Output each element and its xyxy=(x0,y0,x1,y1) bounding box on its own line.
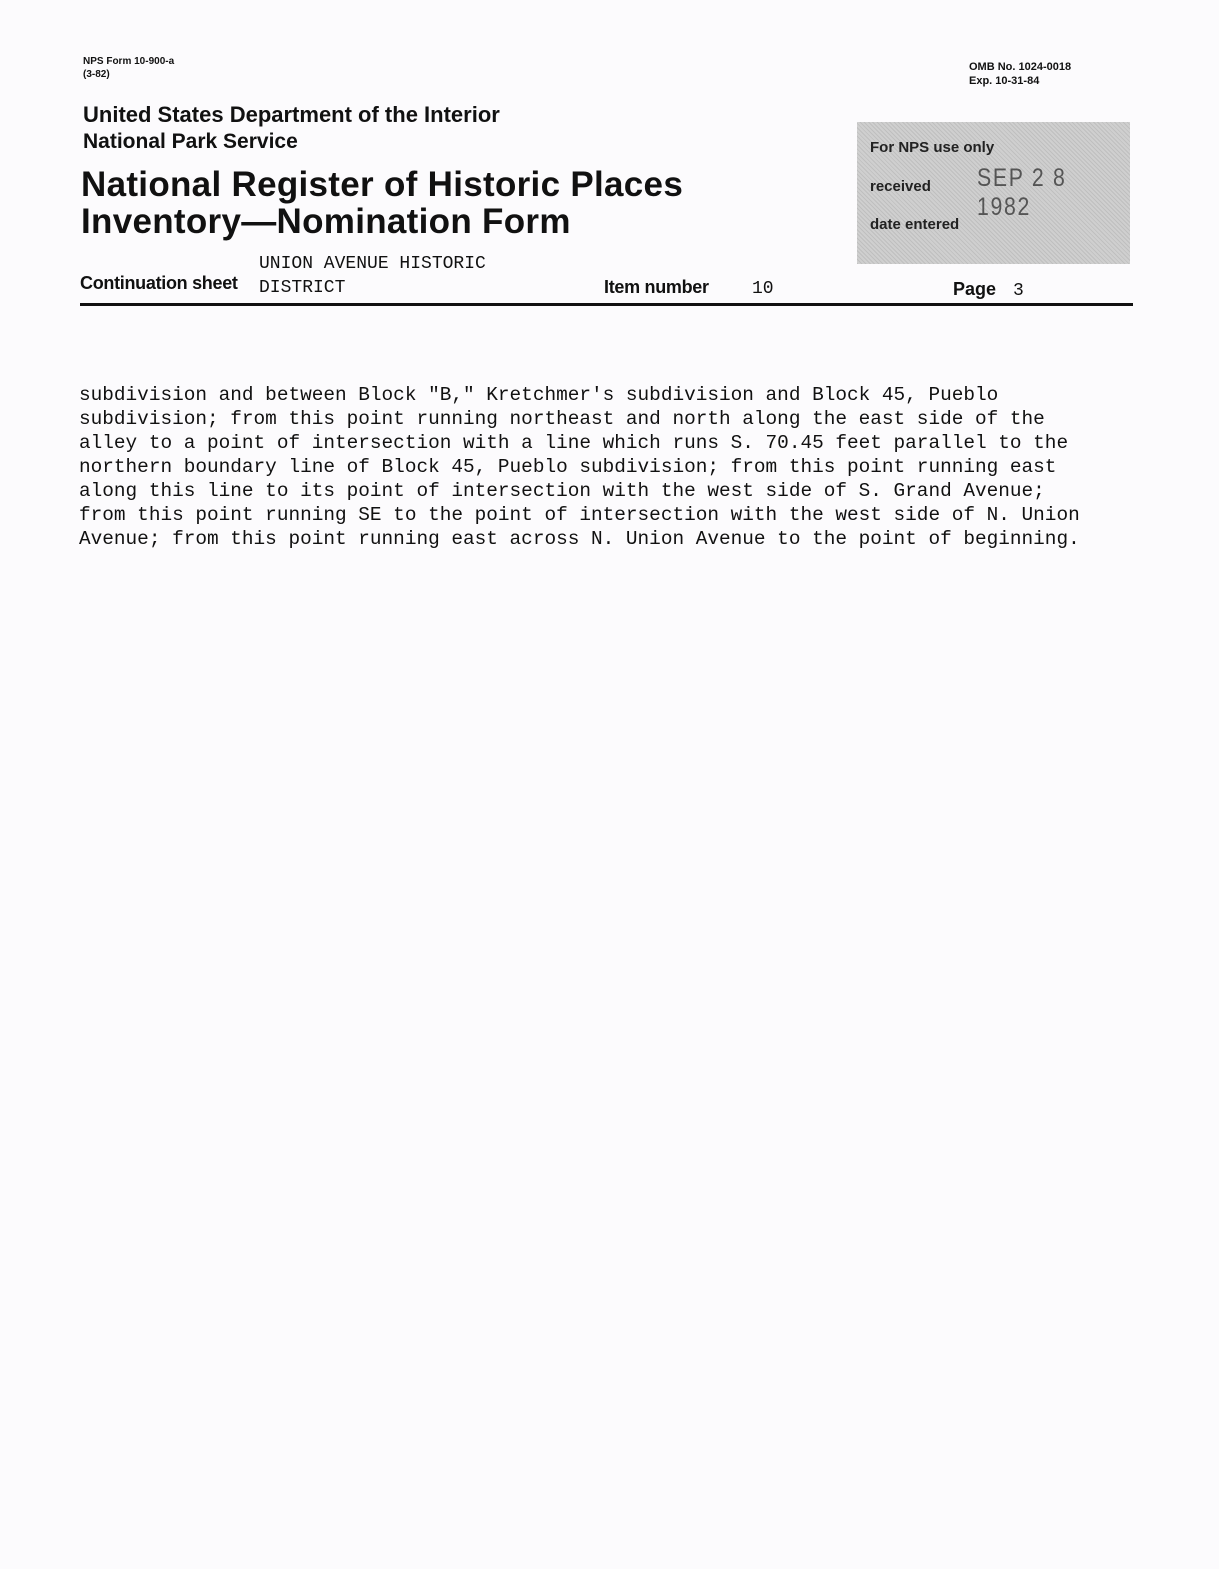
body-line: northern boundary line of Block 45, Pueblo subdivision; from this point running east xyxy=(79,456,1057,478)
body-line: subdivision; from this point running northeast and north along the east side of the xyxy=(79,408,1045,430)
page-number-value: 3 xyxy=(1013,281,1024,301)
body-line: along this line to its point of intersection with the west side of S. Grand Avenue; xyxy=(79,480,1045,502)
form-title-line1: National Register of Historic Places xyxy=(81,165,684,204)
property-name xyxy=(259,252,486,300)
agency-block xyxy=(83,101,500,155)
header-divider xyxy=(80,303,1133,306)
body-line: Avenue; from this point running east across N. Union Avenue to the point of beginning. xyxy=(79,528,1080,550)
omb-number-line: OMB No. 1024-0018 xyxy=(969,61,1072,73)
body-line: alley to a point of intersection with a line which runs S. 70.45 feet parallel to the xyxy=(79,432,1069,454)
received-label: received xyxy=(870,178,931,195)
body-line: subdivision and between Block "B," Kretchmer's subdivision and Block 45, Pueblo xyxy=(79,384,999,406)
nps-use-only-box xyxy=(857,122,1130,264)
department-name: United States Department of the Interior xyxy=(83,102,500,127)
item-number-value: 10 xyxy=(752,279,774,299)
property-name-line1: UNION AVENUE HISTORIC xyxy=(259,254,486,274)
page-label: Page xyxy=(953,279,997,299)
nps-use-only-heading: For NPS use only xyxy=(870,139,995,156)
form-title xyxy=(81,166,683,240)
form-number xyxy=(83,55,174,81)
boundary-description xyxy=(79,383,1139,551)
form-title-line2: Inventory—Nomination Form xyxy=(81,202,571,241)
service-name: National Park Service xyxy=(83,130,298,153)
date-entered-label: date entered xyxy=(870,216,960,233)
body-line: from this point running SE to the point of intersection with the west side of N. Union xyxy=(79,504,1080,526)
omb-number xyxy=(969,60,1071,88)
item-number-label: Item number xyxy=(604,277,709,297)
form-number-line: NPS Form 10-900-a xyxy=(83,56,175,67)
property-name-line2: DISTRICT xyxy=(259,278,346,298)
received-date-stamp: SEP 2 8 1982 xyxy=(977,164,1067,221)
continuation-sheet-label: Continuation sheet xyxy=(80,273,238,293)
omb-expiration-line: Exp. 10-31-84 xyxy=(969,75,1040,87)
form-revision-line: (3-82) xyxy=(83,69,110,80)
